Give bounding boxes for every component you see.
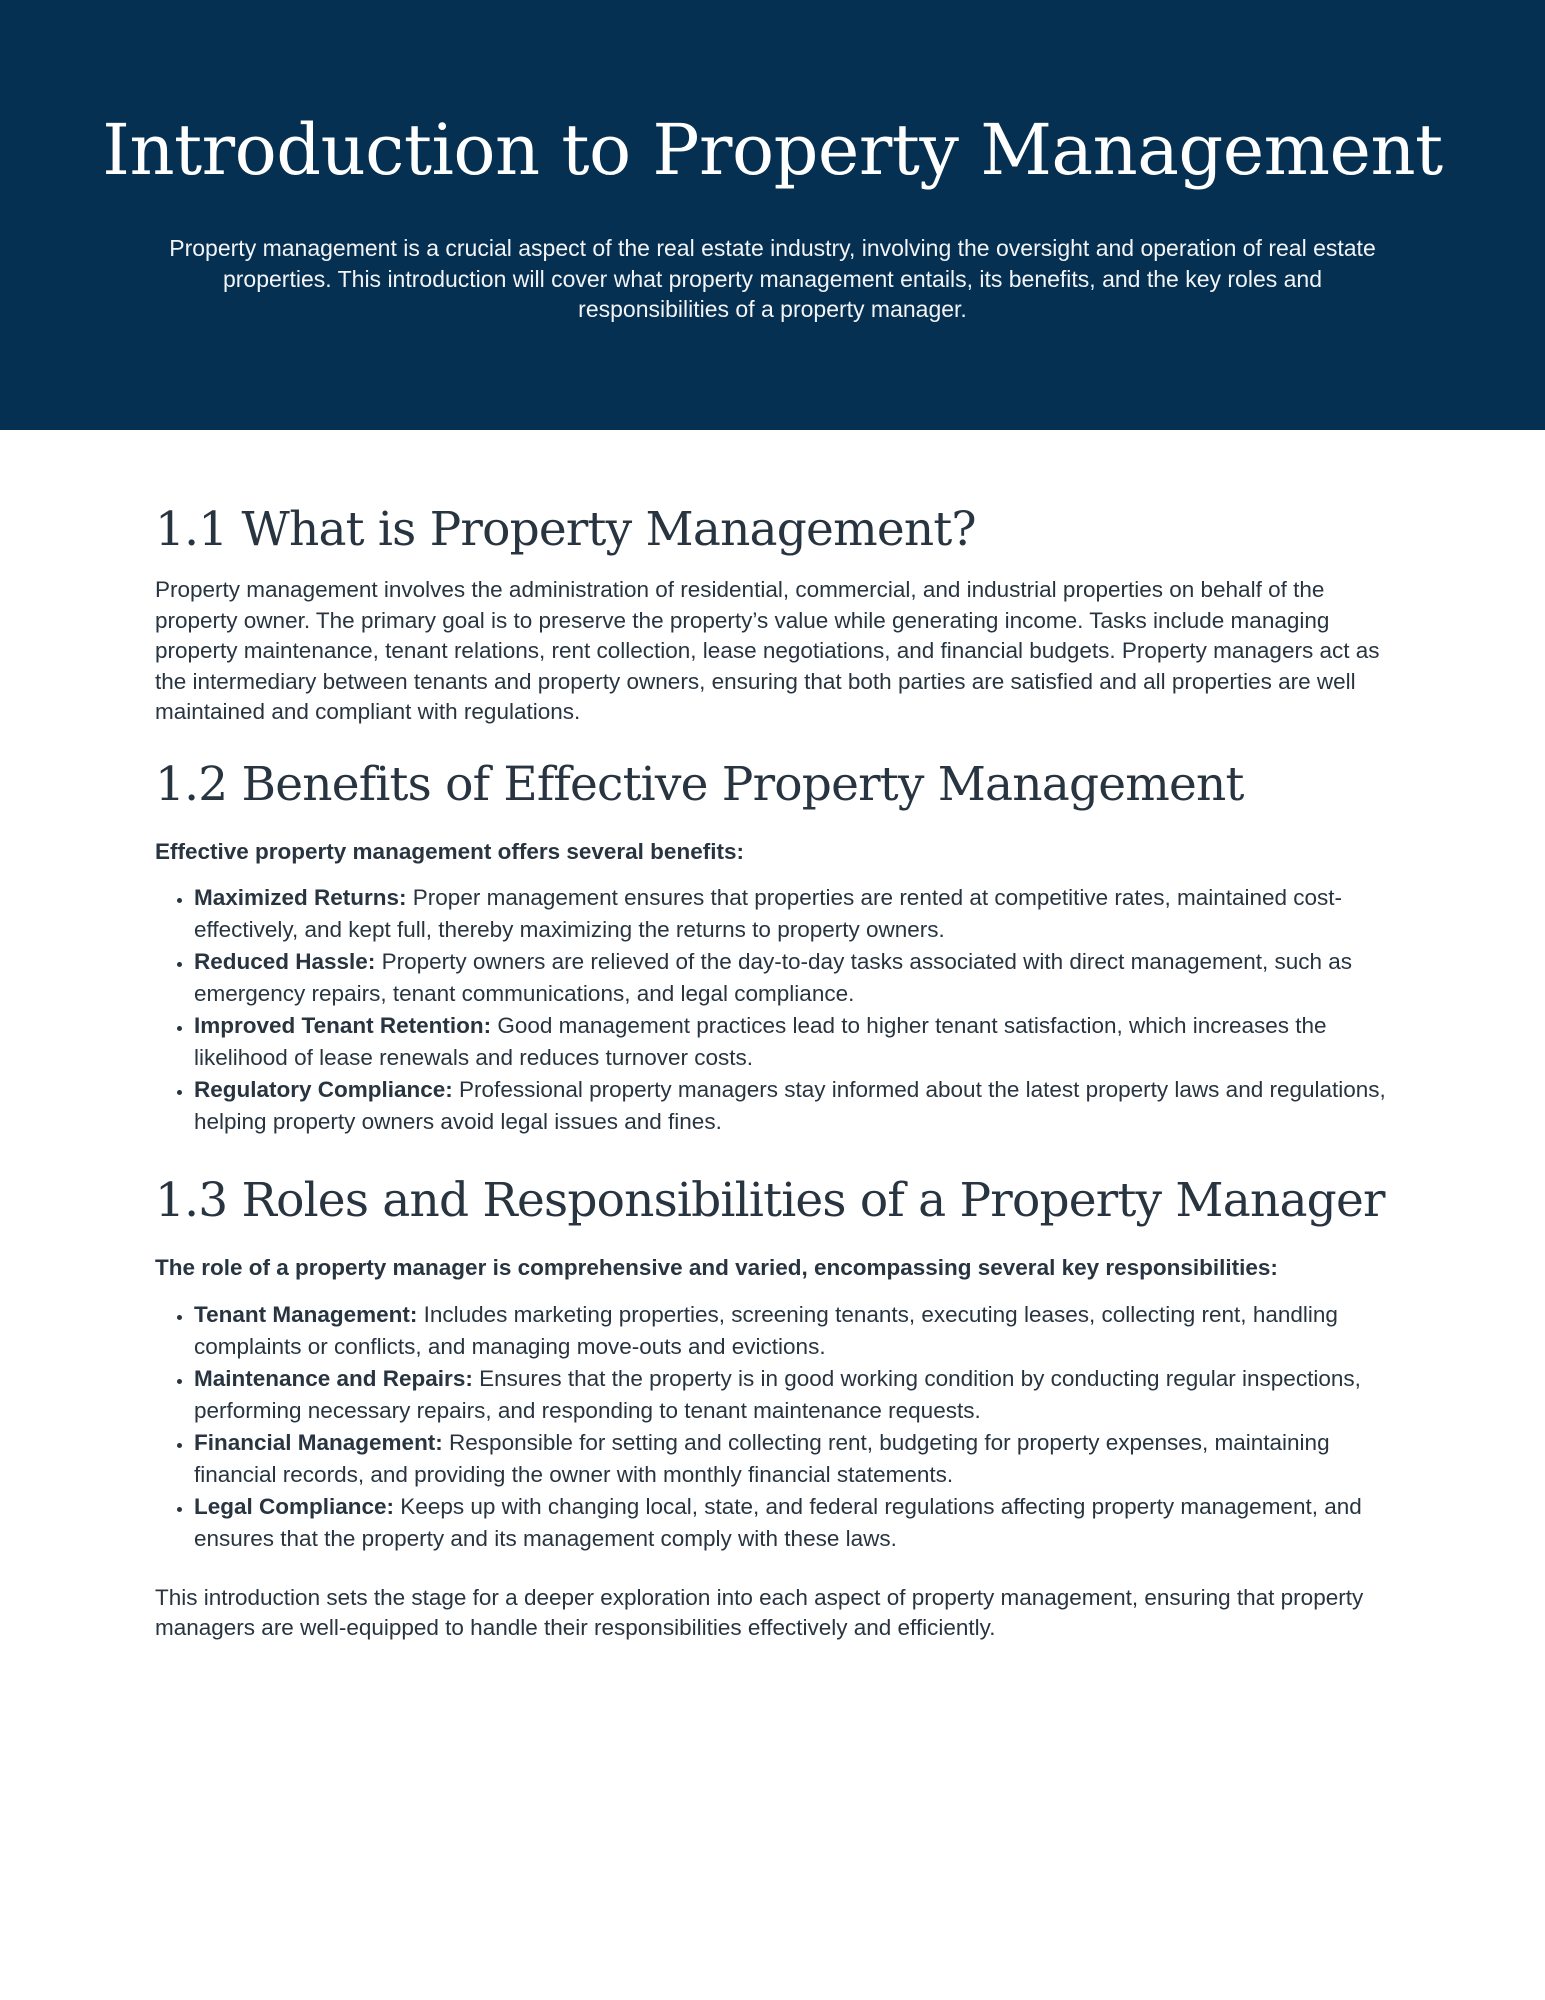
section-lead: The role of a property manager is comprehensive and varied, encompassing several key responsibilities: bbox=[155, 1255, 1278, 1280]
list-item-text: Property owners are relieved of the day-to-day tasks associated with direct management, such as emergency repairs, tenant communications, and legal compliance. bbox=[194, 949, 1353, 1006]
list-item-term: Improved Tenant Retention: bbox=[194, 1013, 492, 1038]
list-item bbox=[194, 1363, 1390, 1427]
list-item-term: Maximized Returns: bbox=[194, 885, 407, 910]
section-what-is bbox=[155, 492, 1390, 728]
list-item-term: Legal Compliance: bbox=[194, 1493, 395, 1519]
list-item bbox=[194, 882, 1390, 946]
list-item bbox=[194, 1074, 1390, 1138]
closing-paragraph: This introduction sets the stage for a deeper exploration into each aspect of property management, ensuring that property managers are well-equipped to handle their responsibilities effectively and efficiently. bbox=[155, 1584, 1364, 1640]
intro-paragraph: Property management is a crucial aspect of the real estate industry, involving the oversight and operation of real estate properties. This introduction will cover what property management entails, its benefits, and the key roles and responsibilities of a property manager. bbox=[169, 235, 1376, 322]
list-item-text: Good management practices lead to higher tenant satisfaction, which increases the likelihood of lease renewals and reduces turnover costs. bbox=[194, 1013, 1327, 1070]
list-item bbox=[194, 1491, 1390, 1555]
list-item-text: Proper management ensures that properties are rented at competitive rates, maintained cost-effectively, and kept full, thereby maximizing the returns to property owners. bbox=[194, 885, 1343, 942]
list-item-text: Professional property managers stay informed about the latest property laws and regulations, helping property owners avoid legal issues and fines. bbox=[194, 1077, 1386, 1134]
list-item bbox=[194, 1010, 1390, 1074]
list-item bbox=[194, 1427, 1390, 1491]
document-body bbox=[155, 492, 1390, 1644]
list-item bbox=[194, 1299, 1390, 1363]
list-item-text: Includes marketing properties, screening tenants, executing leases, collecting rent, handling complaints or conflicts, and managing move-outs and evictions. bbox=[194, 1301, 1338, 1359]
benefits-list bbox=[155, 882, 1390, 1138]
list-item-text: Responsible for setting and collecting rent, budgeting for property expenses, maintaining financial records, and providing the owner with monthly financial statements. bbox=[194, 1429, 1330, 1487]
list-item-term: Financial Management: bbox=[194, 1429, 443, 1455]
section-paragraph: Property management involves the administration of residential, commercial, and industrial properties on behalf of the property owner. The primary goal is to preserve the property’s value while generating income. Tasks include managing property maintenance, tenant relations, rent collection, lease negotiations, and financial budgets. Property managers act as the intermediary between tenants and property owners, ensuring that both parties are satisfied and all properties are well maintained and compliant with regulations. bbox=[155, 577, 1380, 724]
section-roles bbox=[155, 1163, 1390, 1555]
section-heading: 1.3 Roles and Responsibilities of a Property Manager bbox=[155, 1173, 1385, 1228]
list-item-term: Regulatory Compliance: bbox=[194, 1077, 453, 1102]
header-banner bbox=[0, 0, 1545, 430]
section-benefits bbox=[155, 747, 1390, 1139]
section-lead: Effective property management offers several benefits: bbox=[155, 838, 744, 864]
list-item-text: Ensures that the property is in good working condition by conducting regular inspections, performing necessary repairs, and responding to tenant maintenance requests. bbox=[194, 1365, 1361, 1423]
page-title: Introduction to Property Management bbox=[102, 109, 1443, 191]
list-item-term: Tenant Management: bbox=[194, 1301, 418, 1327]
list-item-term: Reduced Hassle: bbox=[194, 949, 376, 974]
list-item bbox=[194, 946, 1390, 1010]
section-heading: 1.1 What is Property Management? bbox=[155, 502, 976, 557]
section-heading: 1.2 Benefits of Effective Property Management bbox=[155, 756, 1244, 812]
list-item-text: Keeps up with changing local, state, and federal regulations affecting property management, and ensures that the property and its management comply with these laws. bbox=[194, 1493, 1362, 1551]
responsibilities-list bbox=[155, 1299, 1390, 1555]
list-item-term: Maintenance and Repairs: bbox=[194, 1365, 473, 1391]
